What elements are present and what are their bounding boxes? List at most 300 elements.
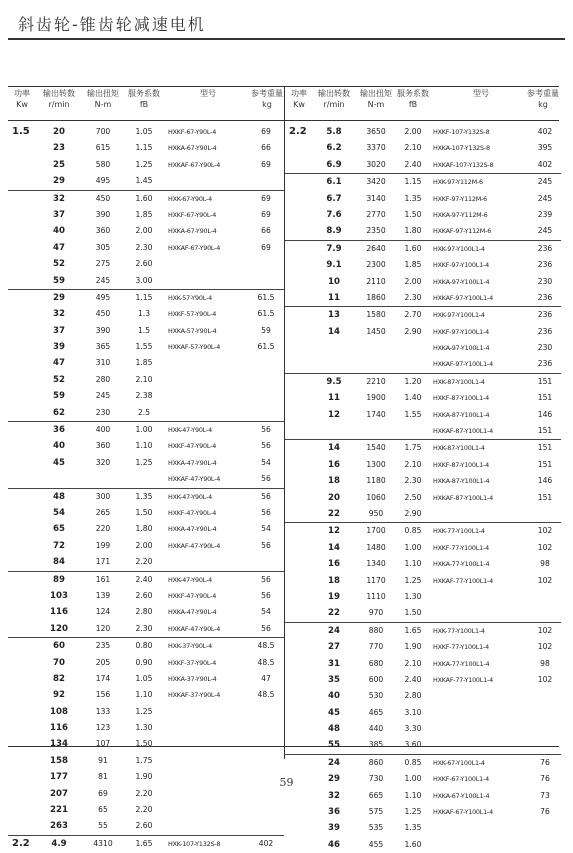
torque-cell: 1740 <box>366 409 386 419</box>
table-row <box>8 124 284 140</box>
table-row <box>8 455 284 471</box>
table-row <box>8 687 284 703</box>
torque-cell: 360 <box>95 226 111 236</box>
weight-cell: 56 <box>261 425 271 435</box>
weight-cell: 151 <box>537 393 553 403</box>
page-number: 59 <box>279 776 294 789</box>
model-cell: HXKF-57-Y90L-4 <box>168 310 217 319</box>
service-factor-cell: 2.00 <box>404 276 422 286</box>
service-factor-cell: 1.25 <box>135 706 153 716</box>
table-row <box>285 356 561 372</box>
model-cell: HXKA-67-Y100L1-4 <box>433 791 490 800</box>
table-row <box>285 457 561 473</box>
table-row <box>285 605 561 621</box>
table-row <box>285 173 561 190</box>
model-cell: HXKA-67-Y90L-4 <box>168 227 217 236</box>
spec-table <box>8 86 559 850</box>
torque-cell: 440 <box>368 724 384 734</box>
weight-cell: 236 <box>537 243 553 253</box>
speed-cell: 10 <box>328 276 340 287</box>
table-row <box>285 324 561 340</box>
table-row <box>8 355 284 371</box>
torque-cell: 450 <box>95 309 111 319</box>
table-row <box>285 540 561 556</box>
table-row <box>285 423 561 439</box>
model-cell: HXK-37-Y90L-4 <box>168 642 212 651</box>
speed-cell: 40 <box>53 226 65 237</box>
weight-cell: 69 <box>261 193 271 203</box>
speed-cell: 52 <box>53 374 65 385</box>
torque-cell: 3020 <box>366 159 386 169</box>
speed-cell: 59 <box>53 275 65 286</box>
service-factor-cell: 1.30 <box>404 591 422 601</box>
weight-cell: 236 <box>537 292 553 302</box>
service-factor-cell: 1.65 <box>404 625 422 635</box>
service-factor-cell: 2.30 <box>135 242 153 252</box>
weight-cell: 48.5 <box>257 657 275 667</box>
torque-cell: 530 <box>368 691 384 701</box>
torque-cell: 161 <box>95 574 111 584</box>
weight-cell: 151 <box>537 459 553 469</box>
torque-cell: 575 <box>368 807 384 817</box>
weight-cell: 56 <box>261 491 271 501</box>
header-weight: 参考重量 kg <box>251 89 283 109</box>
model-cell: HXKF-107-Y132S-8 <box>433 128 490 136</box>
service-factor-cell: 1.50 <box>404 608 422 618</box>
speed-cell: 177 <box>50 772 68 783</box>
table-row <box>285 290 561 306</box>
service-factor-cell: 1.80 <box>404 226 422 236</box>
model-cell: HXKA-47-Y90L-4 <box>168 608 217 617</box>
torque-cell: 1860 <box>366 292 386 302</box>
service-factor-cell: 2.20 <box>135 557 153 567</box>
speed-cell: 37 <box>53 209 65 220</box>
model-cell: HXKA-87-Y100L1-4 <box>433 410 490 419</box>
speed-cell: 48 <box>53 491 65 502</box>
weight-cell: 54 <box>261 524 271 534</box>
weight-cell: 395 <box>537 143 553 153</box>
speed-cell: 8.9 <box>326 226 342 237</box>
table-row <box>8 736 284 752</box>
table-row <box>8 488 284 505</box>
service-factor-cell: 2.10 <box>404 459 422 469</box>
header-torque: 输出扭矩 N-m <box>87 89 119 109</box>
model-cell: HXKF-67-Y100L1-4 <box>433 775 489 784</box>
table-row <box>8 173 284 189</box>
speed-cell: 7.9 <box>326 243 342 254</box>
torque-cell: 275 <box>95 259 111 269</box>
speed-cell: 54 <box>53 507 65 518</box>
model-cell: HXKA-97-Y112M-6 <box>433 210 488 219</box>
service-factor-cell: 1.40 <box>404 393 422 403</box>
service-factor-cell: 1.10 <box>135 441 153 451</box>
model-cell: HXK-77-Y100L1-4 <box>433 527 485 536</box>
torque-cell: 495 <box>95 176 111 186</box>
table-row <box>285 820 561 836</box>
weight-cell: 236 <box>537 326 553 336</box>
speed-cell: 221 <box>50 805 68 816</box>
table-row <box>285 788 561 804</box>
table-row <box>8 671 284 687</box>
table-row <box>285 223 561 239</box>
speed-cell: 6.1 <box>326 177 342 188</box>
torque-cell: 3140 <box>366 193 386 203</box>
weight-cell: 102 <box>537 625 553 635</box>
weight-cell: 98 <box>540 658 550 668</box>
weight-cell: 102 <box>537 526 553 536</box>
service-factor-cell: 2.30 <box>135 623 153 633</box>
torque-cell: 450 <box>95 193 111 203</box>
torque-cell: 139 <box>95 590 111 600</box>
torque-cell: 1180 <box>366 476 386 486</box>
page-title: 斜齿轮-锥齿轮减速电机 <box>18 15 206 34</box>
torque-cell: 310 <box>95 358 111 368</box>
speed-cell: 27 <box>328 642 340 653</box>
service-factor-cell: 1.25 <box>135 457 153 467</box>
table-row <box>8 140 284 156</box>
torque-cell: 2640 <box>366 243 386 253</box>
service-factor-cell: 1.50 <box>135 739 153 749</box>
table-row <box>285 737 561 753</box>
table-row <box>8 704 284 720</box>
model-cell: HXKA-97-Y100L1-4 <box>433 344 490 353</box>
table-row <box>8 720 284 736</box>
header-kw: 功率 Kw <box>14 89 30 109</box>
speed-cell: 62 <box>53 407 65 418</box>
speed-cell: 89 <box>53 574 65 585</box>
speed-cell: 72 <box>53 540 65 551</box>
model-cell: HXK-67-Y90L-4 <box>168 194 212 203</box>
weight-cell: 236 <box>537 310 553 320</box>
torque-cell: 3420 <box>366 177 386 187</box>
table-row <box>285 473 561 489</box>
torque-cell: 770 <box>368 642 384 652</box>
service-factor-cell: 1.35 <box>404 193 422 203</box>
header-service-factor: 服务系数 fB <box>128 89 160 109</box>
torque-cell: 390 <box>95 209 111 219</box>
torque-cell: 495 <box>95 292 111 302</box>
torque-cell: 124 <box>95 607 111 617</box>
model-cell: HXK-87-Y100L1-4 <box>433 444 485 453</box>
speed-cell: 6.2 <box>326 143 342 154</box>
model-cell: HXKA-77-Y100L1-4 <box>433 659 490 668</box>
torque-cell: 390 <box>95 325 111 335</box>
speed-cell: 36 <box>53 425 65 436</box>
torque-cell: 133 <box>95 706 111 716</box>
weight-cell: 61.5 <box>257 309 275 319</box>
table-row <box>285 573 561 589</box>
torque-cell: 700 <box>95 127 111 136</box>
table-row <box>8 604 284 620</box>
speed-cell: 18 <box>328 575 340 586</box>
speed-cell: 47 <box>53 242 65 253</box>
table-row <box>285 556 561 572</box>
table-row <box>285 656 561 672</box>
speed-cell: 4.9 <box>51 838 67 849</box>
table-row <box>8 637 284 654</box>
table-row <box>285 340 561 356</box>
service-factor-cell: 1.25 <box>135 159 153 169</box>
rows-right <box>285 124 561 853</box>
table-row <box>285 306 561 323</box>
model-cell: HXKAF-67-Y100L1-4 <box>433 808 493 817</box>
model-cell: HXKF-77-Y100L1-4 <box>433 643 489 652</box>
weight-cell: 76 <box>540 807 550 817</box>
table-row <box>8 190 284 207</box>
table-row <box>8 306 284 322</box>
weight-cell: 56 <box>261 507 271 517</box>
speed-cell: 37 <box>53 325 65 336</box>
speed-cell: 207 <box>50 788 68 799</box>
table-row <box>8 289 284 306</box>
model-cell: HXKAF-47-Y90L-4 <box>168 541 221 550</box>
table-row <box>8 273 284 289</box>
table-row <box>8 405 284 421</box>
model-cell: HXKA-107-Y132S-8 <box>433 144 490 153</box>
speed-cell: 23 <box>53 143 65 154</box>
model-cell: HXKA-57-Y90L-4 <box>168 326 217 335</box>
model-cell: HXKA-67-Y90L-4 <box>168 144 217 153</box>
service-factor-cell: 2.90 <box>404 508 422 518</box>
weight-cell: 245 <box>537 226 553 236</box>
service-factor-cell: 2.38 <box>135 391 153 401</box>
torque-cell: 385 <box>368 740 384 750</box>
torque-cell: 455 <box>368 839 384 849</box>
service-factor-cell: 2.60 <box>135 590 153 600</box>
weight-cell: 56 <box>261 441 271 451</box>
torque-cell: 950 <box>368 508 384 518</box>
weight-cell: 102 <box>537 674 553 684</box>
service-factor-cell: 2.50 <box>404 492 422 502</box>
service-factor-cell: 1.05 <box>135 673 153 683</box>
table-row <box>8 339 284 355</box>
service-factor-cell: 3.60 <box>404 740 422 750</box>
model-cell: HXKF-87-Y100L1-4 <box>433 460 489 469</box>
header-torque: 输出扭矩 N-m <box>360 89 392 109</box>
torque-cell: 580 <box>95 159 111 169</box>
torque-cell: 600 <box>368 674 384 684</box>
table-row <box>285 589 561 605</box>
service-factor-cell: 1.75 <box>135 755 153 765</box>
speed-cell: 14 <box>328 326 340 337</box>
speed-cell: 45 <box>53 457 65 468</box>
weight-cell: 146 <box>537 476 553 486</box>
speed-cell: 158 <box>50 755 68 766</box>
service-factor-cell: 3.00 <box>135 275 153 285</box>
rows-left <box>8 124 284 852</box>
speed-cell: 32 <box>328 790 340 801</box>
torque-cell: 280 <box>95 374 111 384</box>
torque-cell: 156 <box>95 690 111 700</box>
table-row <box>8 655 284 671</box>
service-factor-cell: 1.50 <box>404 209 422 219</box>
service-factor-cell: 1.25 <box>404 807 422 817</box>
weight-cell: 98 <box>540 559 550 569</box>
table-row <box>8 240 284 256</box>
speed-cell: 103 <box>50 590 68 601</box>
torque-cell: 1580 <box>366 310 386 320</box>
torque-cell: 300 <box>95 491 111 501</box>
weight-cell: 56 <box>261 623 271 633</box>
service-factor-cell: 2.60 <box>135 259 153 269</box>
speed-cell: 22 <box>328 608 340 619</box>
model-cell: HXKAF-67-Y90L-4 <box>168 160 221 169</box>
table-row <box>8 388 284 404</box>
weight-cell: 61.5 <box>257 292 275 302</box>
speed-cell: 13 <box>328 310 340 321</box>
power-cell: 2.2 <box>289 126 307 137</box>
title-rule <box>8 38 565 40</box>
model-cell: HXKAF-77-Y100L1-4 <box>433 675 493 684</box>
service-factor-cell: 0.85 <box>404 757 422 767</box>
table-row <box>8 438 284 454</box>
weight-cell: 56 <box>261 540 271 550</box>
header-model: 型号 <box>473 89 489 98</box>
model-cell: HXKAF-67-Y90L-4 <box>168 243 221 252</box>
torque-cell: 730 <box>368 774 384 784</box>
torque-cell: 265 <box>95 507 111 517</box>
service-factor-cell: 2.40 <box>404 674 422 684</box>
table-row <box>285 837 561 853</box>
speed-cell: 263 <box>50 821 68 832</box>
speed-cell: 5.8 <box>326 127 342 137</box>
weight-cell: 69 <box>261 127 271 136</box>
speed-cell: 9.5 <box>326 376 342 387</box>
weight-cell: 66 <box>261 143 271 153</box>
speed-cell: 55 <box>328 740 340 751</box>
service-factor-cell: 1.20 <box>404 376 422 386</box>
service-factor-cell: 2.80 <box>404 691 422 701</box>
speed-cell: 24 <box>328 757 340 768</box>
model-cell: HXK-97-Y100L1-4 <box>433 311 485 320</box>
speed-cell: 32 <box>53 193 65 204</box>
weight-cell: 151 <box>537 443 553 453</box>
speed-cell: 29 <box>53 176 65 187</box>
table-row <box>285 124 561 140</box>
table-row <box>285 705 561 721</box>
service-factor-cell: 1.85 <box>135 209 153 219</box>
model-cell: HXKAF-47-Y90L-4 <box>168 624 221 633</box>
torque-cell: 465 <box>368 707 384 717</box>
weight-cell: 69 <box>261 209 271 219</box>
table-row <box>285 407 561 423</box>
torque-cell: 680 <box>368 658 384 668</box>
weight-cell: 54 <box>261 457 271 467</box>
service-factor-cell: 2.00 <box>404 127 422 136</box>
torque-cell: 860 <box>368 757 384 767</box>
speed-cell: 40 <box>53 441 65 452</box>
service-factor-cell: 1.90 <box>404 642 422 652</box>
torque-cell: 65 <box>98 805 108 815</box>
service-factor-cell: 1.3 <box>137 309 151 319</box>
weight-cell: 56 <box>261 574 271 584</box>
model-cell: HXKF-97-Y100L1-4 <box>433 261 489 270</box>
torque-cell: 365 <box>95 342 111 352</box>
torque-cell: 360 <box>95 441 111 451</box>
torque-cell: 320 <box>95 457 111 467</box>
weight-cell: 47 <box>261 673 271 683</box>
torque-cell: 120 <box>95 623 111 633</box>
model-cell: HXKAF-97-Y100L1-4 <box>433 293 493 302</box>
speed-cell: 134 <box>50 739 68 750</box>
service-factor-cell: 1.00 <box>404 774 422 784</box>
speed-cell: 65 <box>53 524 65 535</box>
speed-cell: 16 <box>328 559 340 570</box>
table-row <box>285 721 561 737</box>
torque-cell: 174 <box>95 673 111 683</box>
torque-cell: 1700 <box>366 526 386 536</box>
table-row <box>285 191 561 207</box>
torque-cell: 199 <box>95 540 111 550</box>
model-cell: HXKAF-37-Y90L-4 <box>168 691 221 700</box>
service-factor-cell: 1.05 <box>135 127 153 136</box>
torque-cell: 81 <box>98 772 108 782</box>
torque-cell: 4310 <box>93 838 113 848</box>
model-cell: HXK-67-Y100L1-4 <box>433 758 485 767</box>
weight-cell: 239 <box>537 209 553 219</box>
header-rpm: 输出转数 r/min <box>43 89 75 109</box>
speed-cell: 48 <box>328 724 340 735</box>
speed-cell: 7.6 <box>326 209 342 220</box>
speed-cell: 70 <box>53 657 65 668</box>
weight-cell: 151 <box>537 426 553 436</box>
table-row <box>285 754 561 771</box>
model-cell: HXKF-67-Y90L-4 <box>168 210 217 219</box>
weight-cell: 69 <box>261 242 271 252</box>
torque-cell: 2110 <box>366 276 386 286</box>
torque-cell: 2210 <box>366 376 386 386</box>
weight-cell: 402 <box>537 127 553 136</box>
model-cell: HXKF-67-Y90L-4 <box>168 128 217 136</box>
service-factor-cell: 2.5 <box>137 407 151 417</box>
torque-cell: 2770 <box>366 209 386 219</box>
service-factor-cell: 1.55 <box>404 409 422 419</box>
model-cell: HXKF-47-Y90L-4 <box>168 442 217 451</box>
service-factor-cell: 2.70 <box>404 310 422 320</box>
speed-cell: 6.9 <box>326 159 342 170</box>
service-factor-cell: 2.40 <box>404 159 422 169</box>
weight-cell: 69 <box>261 159 271 169</box>
table-row <box>285 506 561 522</box>
speed-cell: 116 <box>50 723 68 734</box>
model-cell: HXK-57-Y90L-4 <box>168 293 212 302</box>
weight-cell: 56 <box>261 590 271 600</box>
torque-cell: 205 <box>95 657 111 667</box>
table-row <box>8 421 284 438</box>
weight-cell: 230 <box>537 343 553 353</box>
service-factor-cell: 1.15 <box>404 177 422 187</box>
service-factor-cell: 2.80 <box>135 607 153 617</box>
table-row <box>285 157 561 173</box>
service-factor-cell: 1.10 <box>404 790 422 800</box>
table-row <box>285 373 561 390</box>
speed-cell: 45 <box>328 707 340 718</box>
service-factor-cell: 0.80 <box>135 641 153 651</box>
weight-cell: 56 <box>261 474 271 484</box>
model-cell: HXK-87-Y100L1-4 <box>433 377 485 386</box>
speed-cell: 36 <box>328 807 340 818</box>
weight-cell: 245 <box>537 177 553 187</box>
speed-cell: 24 <box>328 625 340 636</box>
table-row <box>285 140 561 156</box>
speed-cell: 82 <box>53 673 65 684</box>
service-factor-cell: 2.30 <box>404 476 422 486</box>
service-factor-cell: 1.85 <box>135 358 153 368</box>
table-row <box>8 835 284 852</box>
service-factor-cell: 1.35 <box>135 491 153 501</box>
model-cell: HXKF-87-Y100L1-4 <box>433 394 489 403</box>
weight-cell: 76 <box>540 774 550 784</box>
